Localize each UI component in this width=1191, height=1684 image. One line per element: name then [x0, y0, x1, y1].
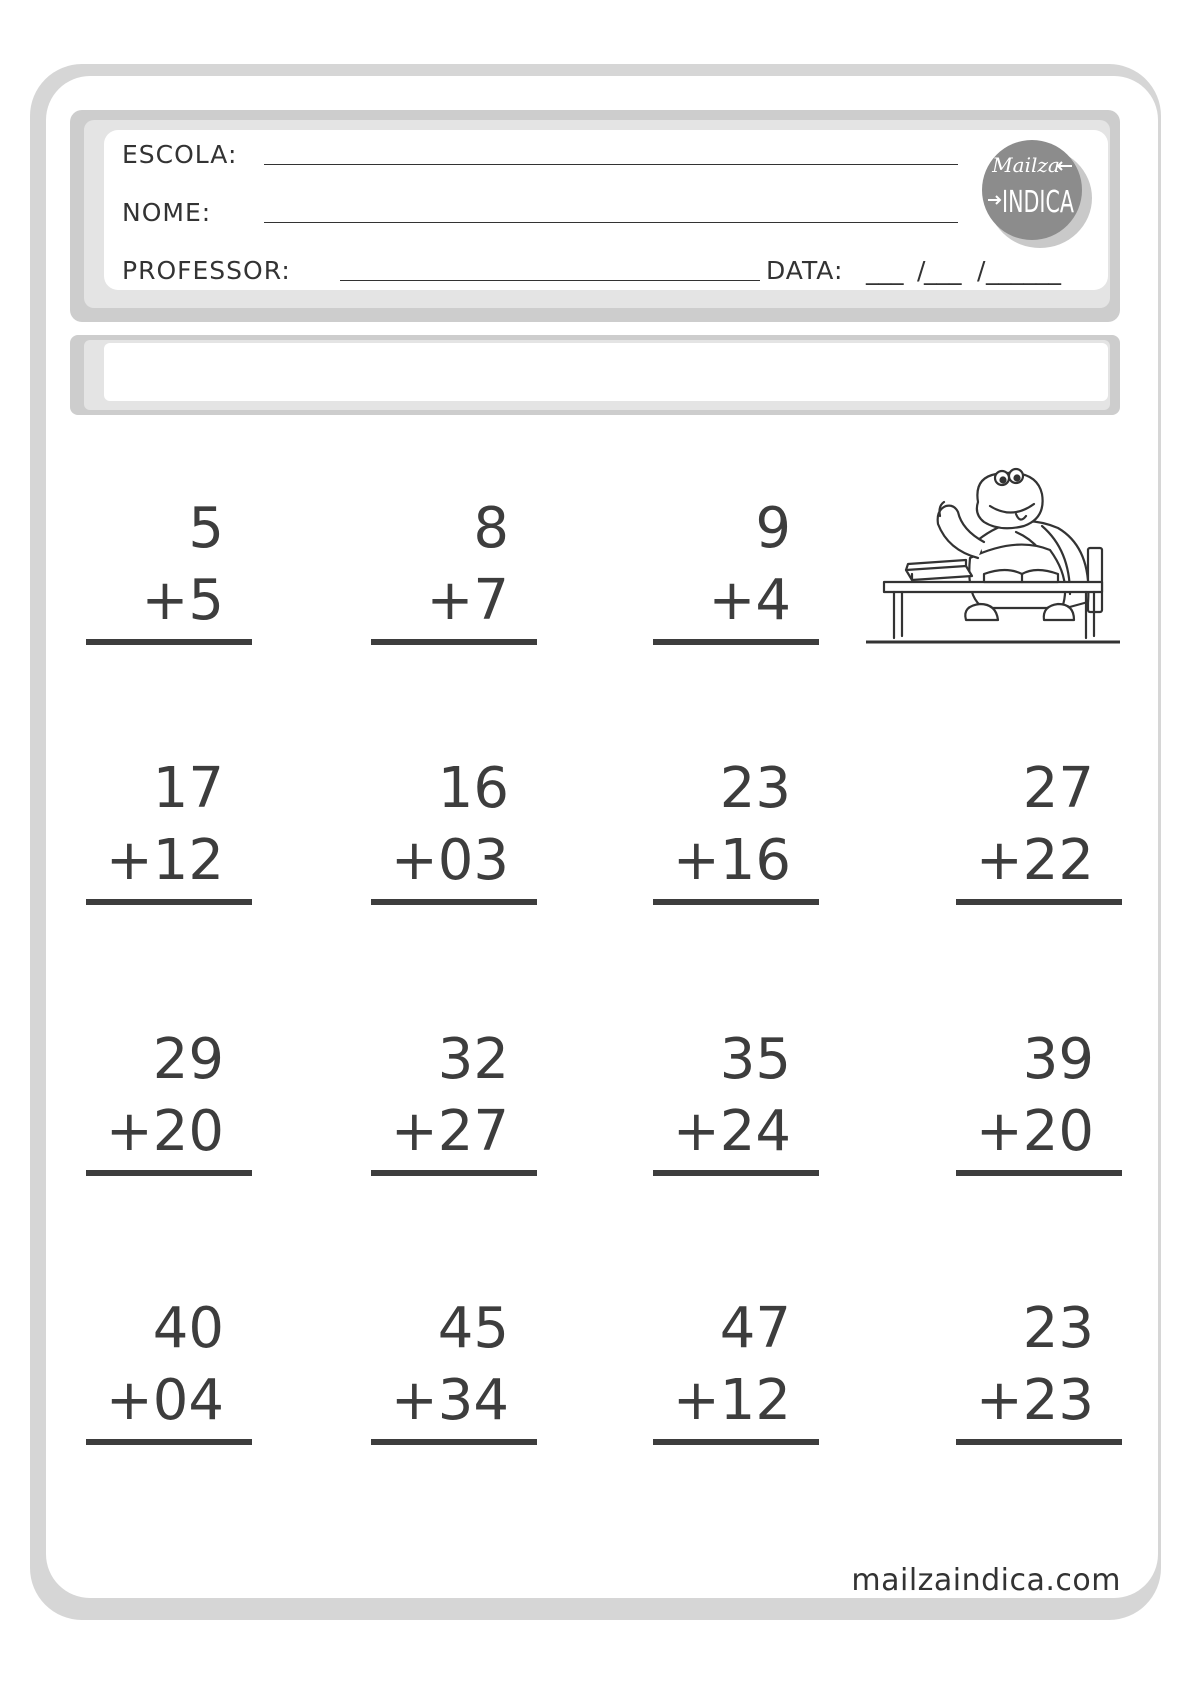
exercise-item	[371, 756, 537, 926]
addend-top: 5	[188, 496, 224, 561]
addend-top: 35	[719, 1027, 791, 1092]
name-label: NOME:	[122, 198, 212, 227]
answer-line[interactable]	[956, 1170, 1122, 1176]
addend-top: 47	[719, 1296, 791, 1361]
school-line[interactable]	[264, 164, 958, 165]
addend-bottom: +4	[708, 568, 791, 633]
name-line[interactable]	[264, 222, 958, 223]
exercise-item	[956, 756, 1122, 926]
answer-line[interactable]	[371, 1170, 537, 1176]
teacher-label: PROFESSOR:	[122, 256, 291, 285]
exercise-item	[653, 496, 819, 666]
answer-line[interactable]	[956, 1439, 1122, 1445]
addend-top: 23	[1022, 1296, 1094, 1361]
exercise-item	[956, 1027, 1122, 1197]
date-separator: /	[917, 256, 927, 285]
answer-line[interactable]	[956, 899, 1122, 905]
addend-top: 9	[755, 496, 791, 561]
addend-top: 32	[437, 1027, 509, 1092]
addend-bottom: +24	[672, 1099, 791, 1164]
answer-line[interactable]	[653, 639, 819, 645]
exercise-item	[86, 496, 252, 666]
exercise-item	[653, 756, 819, 926]
answer-line[interactable]	[86, 1170, 252, 1176]
addend-bottom: +12	[672, 1368, 791, 1433]
logo-line2: INDICA	[1002, 185, 1075, 220]
exercise-item	[371, 1027, 537, 1197]
addend-bottom: +03	[390, 828, 509, 893]
addend-bottom: +20	[105, 1099, 224, 1164]
addend-top: 40	[152, 1296, 224, 1361]
addend-bottom: +27	[390, 1099, 509, 1164]
school-label: ESCOLA:	[122, 140, 238, 169]
answer-line[interactable]	[653, 1170, 819, 1176]
exercise-item	[371, 1296, 537, 1466]
turtle-student-illustration	[866, 470, 1120, 648]
answer-line[interactable]	[371, 1439, 537, 1445]
answer-line[interactable]	[371, 639, 537, 645]
footer-website[interactable]: mailzaindica.com	[851, 1563, 1121, 1598]
addend-bottom: +5	[141, 568, 224, 633]
date-label: DATA:	[766, 256, 844, 285]
date-separator: /	[977, 256, 987, 285]
teacher-line[interactable]	[340, 280, 760, 281]
exercise-item	[653, 1027, 819, 1197]
addend-bottom: +20	[975, 1099, 1094, 1164]
answer-line[interactable]	[653, 1439, 819, 1445]
addend-top: 27	[1022, 756, 1094, 821]
exercise-item	[86, 1296, 252, 1466]
exercise-item	[86, 756, 252, 926]
addend-top: 45	[437, 1296, 509, 1361]
answer-line[interactable]	[86, 639, 252, 645]
addend-bottom: +22	[975, 828, 1094, 893]
addend-top: 29	[152, 1027, 224, 1092]
answer-line[interactable]	[86, 1439, 252, 1445]
addend-bottom: +7	[426, 568, 509, 633]
mailza-indica-logo	[974, 136, 1096, 254]
date-year[interactable]: ______	[986, 256, 1061, 285]
date-month[interactable]: ___	[924, 256, 962, 285]
addend-bottom: +34	[390, 1368, 509, 1433]
exercise-item	[956, 1296, 1122, 1466]
exercise-item	[653, 1296, 819, 1466]
addend-top: 8	[473, 496, 509, 561]
addend-top: 17	[152, 756, 224, 821]
title-field[interactable]	[104, 343, 1108, 401]
answer-line[interactable]	[653, 899, 819, 905]
addend-bottom: +23	[975, 1368, 1094, 1433]
date-day[interactable]: ___	[866, 256, 904, 285]
addend-top: 16	[437, 756, 509, 821]
addend-bottom: +12	[105, 828, 224, 893]
exercise-item	[371, 496, 537, 666]
answer-line[interactable]	[371, 899, 537, 905]
addend-top: 23	[719, 756, 791, 821]
exercise-item	[86, 1027, 252, 1197]
addend-bottom: +04	[105, 1368, 224, 1433]
logo-line1: Mailza	[992, 153, 1060, 177]
addend-bottom: +16	[672, 828, 791, 893]
addend-top: 39	[1022, 1027, 1094, 1092]
answer-line[interactable]	[86, 899, 252, 905]
